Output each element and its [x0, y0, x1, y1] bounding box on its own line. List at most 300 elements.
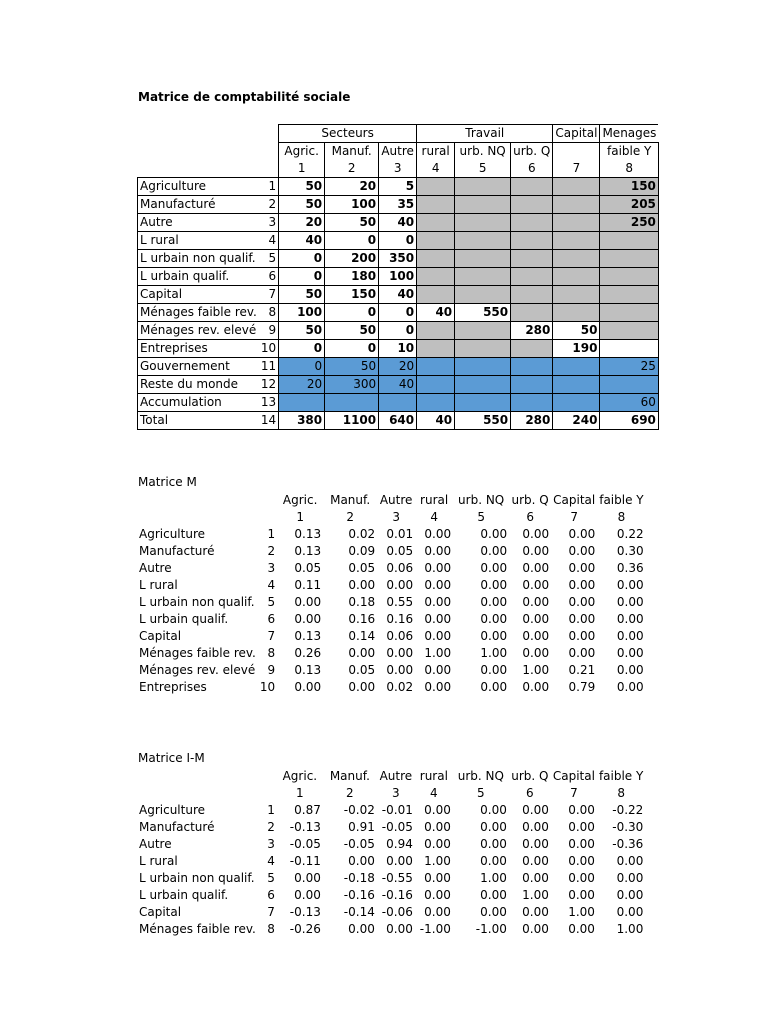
- value-cell: 640: [379, 412, 417, 430]
- corner-cell: [258, 768, 277, 785]
- table-row: [138, 286, 659, 304]
- value-cell: 0.00: [522, 544, 550, 558]
- value-cell: [511, 268, 553, 286]
- column-number: 3: [379, 160, 417, 178]
- column-header: urb. NQ: [455, 143, 511, 161]
- value-cell: -0.06: [381, 905, 413, 919]
- table-row: [137, 543, 646, 560]
- value-cell: 1.00: [522, 888, 549, 902]
- column-number: 7: [553, 160, 600, 178]
- value-cell: 0.00: [424, 803, 451, 817]
- value-cell: 350: [379, 250, 417, 268]
- value-cell: -0.13: [289, 905, 321, 919]
- row-number: 8: [259, 304, 279, 322]
- column-header: rural: [419, 769, 448, 783]
- value-cell: 0.00: [568, 527, 596, 541]
- value-cell: 0.21: [568, 663, 596, 677]
- value-cell: 0.00: [522, 922, 549, 936]
- row-number: 13: [259, 394, 279, 412]
- value-cell: 0.02: [386, 680, 414, 694]
- value-cell: [553, 196, 600, 214]
- value-cell: 0.09: [348, 544, 376, 558]
- value-cell: [600, 376, 658, 394]
- value-cell: [600, 340, 658, 358]
- value-cell: 0.00: [480, 612, 508, 626]
- column-header: Agric.: [282, 493, 318, 507]
- column-number: 8: [600, 160, 658, 178]
- value-cell: 0.91: [348, 820, 375, 834]
- col-header-row: [137, 768, 645, 785]
- value-cell: 10: [379, 340, 417, 358]
- value-cell: 0.00: [424, 871, 451, 885]
- value-cell: 0.00: [480, 837, 507, 851]
- value-cell: [279, 394, 325, 412]
- corner-cell: [258, 785, 277, 802]
- value-cell: [417, 250, 455, 268]
- row-label: Accumulation: [138, 394, 259, 412]
- value-cell: [600, 232, 658, 250]
- value-cell: 0.00: [480, 663, 508, 677]
- value-cell: 0.00: [522, 820, 549, 834]
- row-number: 6: [267, 612, 276, 626]
- value-cell: 0.00: [616, 646, 644, 660]
- value-cell: 0.00: [522, 837, 549, 851]
- value-cell: 50: [279, 322, 325, 340]
- value-cell: 0.00: [424, 629, 452, 643]
- value-cell: [553, 268, 600, 286]
- value-cell: 1.00: [522, 663, 550, 677]
- value-cell: [511, 394, 553, 412]
- table-row: [137, 921, 645, 938]
- table-row: [137, 819, 645, 836]
- value-cell: 0.00: [568, 578, 596, 592]
- value-cell: 40: [279, 232, 325, 250]
- value-cell: 0.00: [348, 646, 376, 660]
- table-row: [137, 577, 646, 594]
- row-number: 8: [267, 922, 275, 936]
- value-cell: 0.94: [386, 837, 413, 851]
- value-cell: 0.00: [568, 871, 595, 885]
- column-header: Manuf.: [329, 769, 370, 783]
- corner-cell: [137, 785, 258, 802]
- row-number: 4: [259, 232, 279, 250]
- value-cell: 0.14: [348, 629, 376, 643]
- value-cell: 5: [379, 178, 417, 196]
- table-row: [138, 250, 659, 268]
- value-cell: 0.00: [480, 854, 507, 868]
- column-header: rural: [417, 143, 455, 161]
- value-cell: 0.00: [568, 837, 595, 851]
- table-row: [137, 611, 646, 628]
- value-cell: 1.00: [616, 922, 644, 936]
- value-cell: -0.13: [289, 820, 321, 834]
- value-cell: 100: [379, 268, 417, 286]
- table-row: [138, 412, 659, 430]
- group-header-secteurs: Secteurs: [279, 125, 417, 143]
- value-cell: [600, 322, 658, 340]
- value-cell: [553, 358, 600, 376]
- matrice-im-title: Matrice I-M: [138, 751, 205, 765]
- table-row: [138, 268, 659, 286]
- column-number: 1: [279, 160, 325, 178]
- col-number-row: [137, 509, 646, 526]
- column-number: 6: [526, 786, 534, 800]
- row-number: 2: [267, 820, 275, 834]
- value-cell: 0.00: [386, 663, 414, 677]
- value-cell: [417, 214, 455, 232]
- column-number: 8: [617, 786, 625, 800]
- column-header: urb. NQ: [457, 769, 504, 783]
- column-number: 6: [526, 510, 534, 524]
- value-cell: 0.00: [424, 578, 452, 592]
- row-label: L rural: [139, 854, 178, 868]
- value-cell: 100: [325, 196, 379, 214]
- column-number: 1: [296, 510, 304, 524]
- value-cell: 0.00: [424, 595, 452, 609]
- value-cell: [455, 376, 511, 394]
- value-cell: 0.00: [294, 871, 321, 885]
- sam-group-header: [138, 125, 659, 143]
- value-cell: 0: [279, 358, 325, 376]
- value-cell: 40: [379, 376, 417, 394]
- row-number: 1: [267, 527, 276, 541]
- row-label: L urbain qualif.: [138, 268, 259, 286]
- column-header: [553, 143, 600, 161]
- column-number: 8: [617, 510, 626, 524]
- value-cell: [553, 304, 600, 322]
- value-cell: -0.14: [343, 905, 375, 919]
- row-number: 4: [267, 578, 276, 592]
- column-header: Capital: [552, 769, 595, 783]
- row-label: Ménages rev. elevé: [139, 663, 256, 677]
- row-label: L rural: [139, 578, 178, 592]
- value-cell: -0.05: [289, 837, 321, 851]
- value-cell: 0: [279, 250, 325, 268]
- value-cell: 0.00: [616, 888, 644, 902]
- column-header: Manuf.: [330, 493, 371, 507]
- corner-cell: [137, 509, 258, 526]
- value-cell: -0.05: [381, 820, 413, 834]
- value-cell: 0: [325, 232, 379, 250]
- value-cell: [417, 178, 455, 196]
- row-label: L urbain non qualif.: [139, 595, 255, 609]
- value-cell: 0.00: [294, 612, 322, 626]
- value-cell: 0.00: [386, 922, 413, 936]
- value-cell: 0.11: [294, 578, 322, 592]
- value-cell: -0.16: [381, 888, 413, 902]
- value-cell: 0.00: [480, 680, 508, 694]
- value-cell: 0: [379, 304, 417, 322]
- value-cell: [417, 286, 455, 304]
- value-cell: 300: [325, 376, 379, 394]
- value-cell: 0.00: [522, 646, 550, 660]
- column-header: urb. Q: [511, 493, 549, 507]
- value-cell: 0.26: [294, 646, 322, 660]
- row-label: L urbain non qualif.: [138, 250, 259, 268]
- row-label: L urbain qualif.: [139, 888, 229, 902]
- column-number: 5: [477, 786, 485, 800]
- row-label: L rural: [138, 232, 259, 250]
- value-cell: [511, 358, 553, 376]
- row-label: Manufacturé: [138, 196, 259, 214]
- column-number: 6: [511, 160, 553, 178]
- value-cell: 0.00: [616, 612, 644, 626]
- value-cell: 0.00: [522, 629, 550, 643]
- value-cell: 0.00: [480, 888, 507, 902]
- value-cell: 50: [553, 322, 600, 340]
- row-label: Capital: [139, 905, 182, 919]
- value-cell: 0.13: [294, 629, 322, 643]
- corner-cell: [137, 768, 258, 785]
- column-header: faible Y: [599, 493, 644, 507]
- column-number: 3: [392, 786, 400, 800]
- row-number: 9: [259, 322, 279, 340]
- value-cell: [600, 250, 658, 268]
- value-cell: 0.00: [568, 922, 595, 936]
- column-number: 2: [346, 510, 354, 524]
- value-cell: [511, 286, 553, 304]
- table-row: [137, 526, 646, 543]
- value-cell: 0.79: [568, 680, 596, 694]
- value-cell: 0.00: [568, 888, 595, 902]
- column-header: Autre: [379, 769, 413, 783]
- value-cell: 0.00: [568, 595, 596, 609]
- row-label: Ménages faible rev.: [138, 304, 259, 322]
- column-header: Autre: [379, 143, 417, 161]
- value-cell: 240: [553, 412, 600, 430]
- column-header: Agric.: [282, 769, 318, 783]
- value-cell: [511, 250, 553, 268]
- value-cell: 0.00: [568, 820, 595, 834]
- value-cell: 0.87: [294, 803, 321, 817]
- value-cell: 0.06: [386, 629, 414, 643]
- value-cell: 0.13: [294, 527, 322, 541]
- table-row: [138, 322, 659, 340]
- corner-cell: [259, 125, 279, 143]
- value-cell: 0.00: [386, 578, 414, 592]
- value-cell: 0.00: [616, 680, 644, 694]
- value-cell: 150: [600, 178, 658, 196]
- value-cell: -0.16: [343, 888, 375, 902]
- value-cell: 0.00: [480, 561, 508, 575]
- value-cell: 1.00: [424, 646, 452, 660]
- column-header: Agric.: [279, 143, 325, 161]
- value-cell: -0.02: [343, 803, 375, 817]
- value-cell: 40: [379, 214, 417, 232]
- value-cell: 0.00: [386, 646, 414, 660]
- table-row: [138, 232, 659, 250]
- value-cell: 0.00: [568, 803, 595, 817]
- value-cell: 250: [600, 214, 658, 232]
- row-label: Gouvernement: [138, 358, 259, 376]
- value-cell: 0.00: [348, 680, 376, 694]
- table-row: [138, 304, 659, 322]
- value-cell: 0.16: [386, 612, 414, 626]
- value-cell: 0.00: [616, 854, 644, 868]
- value-cell: 0.00: [480, 905, 507, 919]
- column-header: rural: [420, 493, 449, 507]
- value-cell: 0.00: [568, 612, 596, 626]
- column-number: 7: [570, 510, 578, 524]
- value-cell: [511, 304, 553, 322]
- value-cell: -0.18: [343, 871, 375, 885]
- value-cell: [511, 196, 553, 214]
- row-number: 5: [259, 250, 279, 268]
- value-cell: [417, 196, 455, 214]
- value-cell: 0.00: [522, 680, 550, 694]
- row-number: 3: [267, 561, 276, 575]
- col-number-row: [137, 785, 645, 802]
- value-cell: 0.00: [424, 663, 452, 677]
- value-cell: 0.00: [386, 854, 413, 868]
- column-number: 2: [325, 160, 379, 178]
- row-number: 3: [259, 214, 279, 232]
- value-cell: 0.00: [424, 888, 451, 902]
- value-cell: [417, 358, 455, 376]
- matrice-m-title: Matrice M: [138, 475, 197, 489]
- row-number: 5: [267, 595, 276, 609]
- corner-cell: [138, 143, 259, 161]
- value-cell: -1.00: [419, 922, 451, 936]
- value-cell: 0.00: [568, 561, 596, 575]
- value-cell: 280: [511, 412, 553, 430]
- value-cell: 200: [325, 250, 379, 268]
- value-cell: [417, 394, 455, 412]
- table-row: [137, 904, 645, 921]
- row-number: 5: [267, 871, 275, 885]
- value-cell: -0.01: [381, 803, 413, 817]
- sam-table: [137, 124, 659, 430]
- value-cell: 50: [279, 286, 325, 304]
- value-cell: [511, 340, 553, 358]
- value-cell: 550: [455, 412, 511, 430]
- value-cell: 0.00: [424, 527, 452, 541]
- row-number: 1: [259, 178, 279, 196]
- value-cell: 0.00: [568, 646, 596, 660]
- column-header: urb. Q: [511, 143, 553, 161]
- table-row: [137, 662, 646, 679]
- value-cell: 0: [379, 322, 417, 340]
- value-cell: 0.00: [522, 612, 550, 626]
- matrice-m-table: [137, 492, 646, 696]
- value-cell: 0: [379, 232, 417, 250]
- row-number: 9: [267, 663, 276, 677]
- column-number: 4: [430, 510, 438, 524]
- table-row: [137, 645, 646, 662]
- value-cell: [600, 268, 658, 286]
- row-label: Entreprises: [139, 680, 207, 694]
- row-number: 11: [259, 358, 279, 376]
- row-label: L urbain qualif.: [139, 612, 229, 626]
- value-cell: 0.05: [348, 663, 376, 677]
- row-label: Autre: [139, 837, 172, 851]
- value-cell: -0.30: [612, 820, 644, 834]
- value-cell: -0.11: [289, 854, 321, 868]
- value-cell: -0.36: [612, 837, 644, 851]
- value-cell: 0.00: [616, 578, 644, 592]
- table-row: [137, 628, 646, 645]
- value-cell: 1.00: [424, 854, 451, 868]
- value-cell: 0.00: [568, 544, 596, 558]
- value-cell: [553, 286, 600, 304]
- table-row: [137, 836, 645, 853]
- value-cell: 0.18: [348, 595, 376, 609]
- value-cell: [417, 268, 455, 286]
- value-cell: 0.00: [348, 578, 376, 592]
- value-cell: [455, 340, 511, 358]
- value-cell: 50: [325, 322, 379, 340]
- corner-cell: [258, 492, 277, 509]
- row-number: 12: [259, 376, 279, 394]
- corner-cell: [259, 143, 279, 161]
- value-cell: [455, 214, 511, 232]
- column-header: urb. Q: [511, 769, 549, 783]
- value-cell: 0.00: [424, 544, 452, 558]
- column-number: 4: [417, 160, 455, 178]
- row-number: 2: [267, 544, 276, 558]
- value-cell: 0.00: [522, 905, 549, 919]
- value-cell: [600, 286, 658, 304]
- value-cell: 40: [379, 286, 417, 304]
- col-header-row: [137, 492, 646, 509]
- row-label: Ménages faible rev.: [139, 646, 256, 660]
- value-cell: 0.00: [424, 561, 452, 575]
- sam-col-number: [138, 160, 659, 178]
- row-number: 10: [259, 680, 276, 694]
- value-cell: 0.00: [480, 544, 508, 558]
- column-header: faible Y: [598, 769, 644, 783]
- row-number: 7: [267, 629, 276, 643]
- value-cell: 0.00: [522, 578, 550, 592]
- value-cell: -0.22: [612, 803, 644, 817]
- value-cell: 0.00: [480, 527, 508, 541]
- row-number: 7: [259, 286, 279, 304]
- value-cell: [455, 196, 511, 214]
- table-row: [138, 394, 659, 412]
- value-cell: -0.26: [289, 922, 321, 936]
- value-cell: 0.00: [616, 871, 644, 885]
- value-cell: [417, 322, 455, 340]
- table-row: [138, 340, 659, 358]
- row-label: Autre: [138, 214, 259, 232]
- row-number: 2: [259, 196, 279, 214]
- row-label: Reste du monde: [138, 376, 259, 394]
- value-cell: 0.16: [348, 612, 376, 626]
- value-cell: [553, 178, 600, 196]
- value-cell: 0.00: [568, 854, 595, 868]
- value-cell: [553, 394, 600, 412]
- value-cell: 0.36: [616, 561, 644, 575]
- table-row: [137, 870, 645, 887]
- row-number: 4: [267, 854, 275, 868]
- value-cell: 0.00: [348, 854, 375, 868]
- column-number: 5: [477, 510, 485, 524]
- row-label: Agriculture: [139, 527, 205, 541]
- value-cell: 550: [455, 304, 511, 322]
- value-cell: 50: [279, 178, 325, 196]
- value-cell: 0: [325, 340, 379, 358]
- value-cell: 0.00: [424, 837, 451, 851]
- value-cell: 0.00: [294, 595, 322, 609]
- value-cell: [600, 304, 658, 322]
- value-cell: [455, 322, 511, 340]
- table-row: [138, 178, 659, 196]
- value-cell: 50: [325, 214, 379, 232]
- value-cell: 0.00: [522, 561, 550, 575]
- value-cell: 50: [325, 358, 379, 376]
- column-number: 5: [455, 160, 511, 178]
- value-cell: 60: [600, 394, 658, 412]
